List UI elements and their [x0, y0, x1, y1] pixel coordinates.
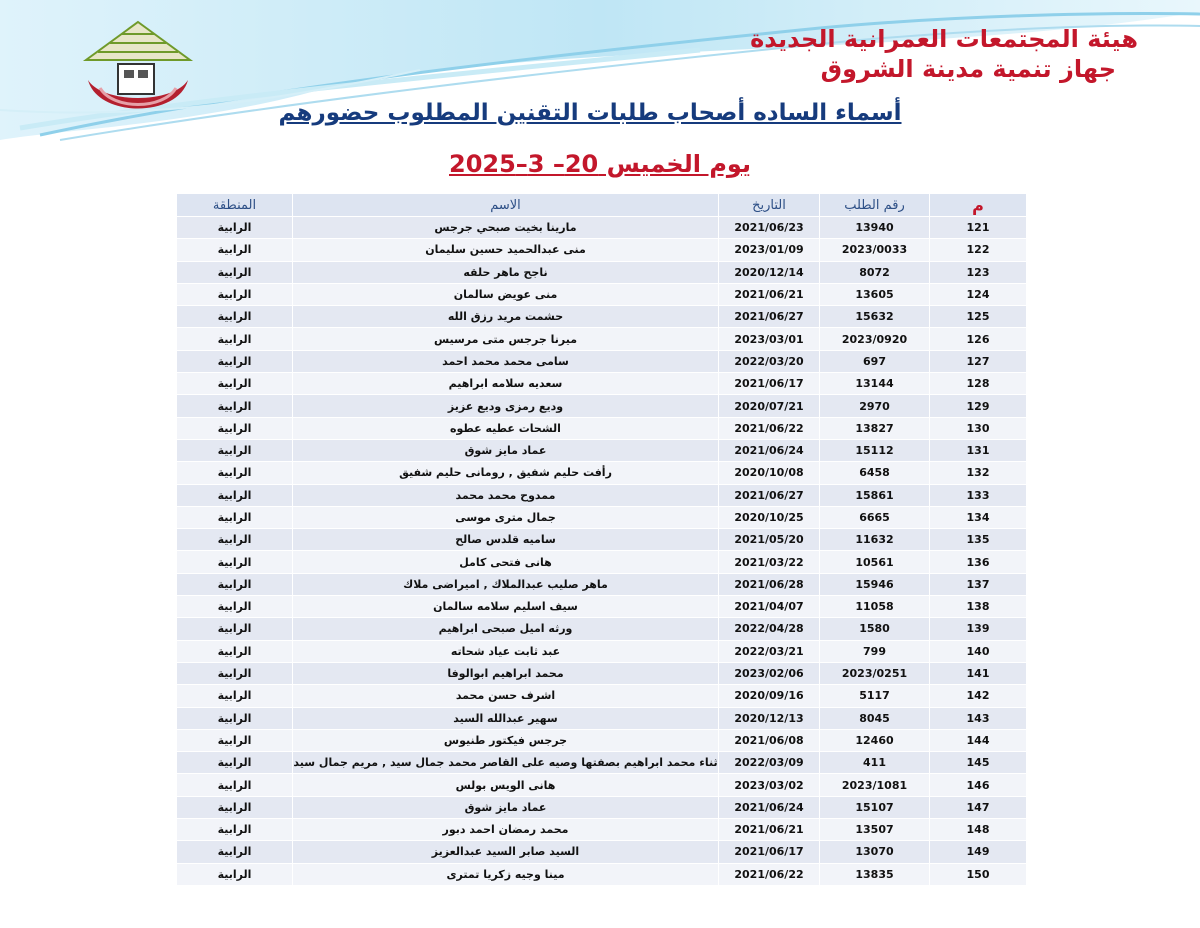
serial-cell: 122: [930, 239, 1027, 261]
request-number-cell: 11632: [820, 529, 930, 551]
name-cell: ناجح ماهر حلقه: [293, 261, 719, 283]
date-cell: 2021/04/07: [719, 596, 820, 618]
area-cell: الرابية: [177, 662, 293, 684]
serial-cell: 121: [930, 217, 1027, 239]
request-number-cell: 13144: [820, 373, 930, 395]
name-cell: اشرف حسن محمد: [293, 685, 719, 707]
table-row: [177, 841, 1027, 863]
area-cell: الرابية: [177, 863, 293, 885]
serial-cell: 145: [930, 752, 1027, 774]
table-row: [177, 729, 1027, 751]
request-number-cell: 6458: [820, 462, 930, 484]
request-number-cell: 15632: [820, 306, 930, 328]
name-cell: منى عويض سالمان: [293, 283, 719, 305]
name-cell: ساميه قلدس صالح: [293, 529, 719, 551]
request-number-cell: 411: [820, 752, 930, 774]
serial-cell: 144: [930, 729, 1027, 751]
date-cell: 2020/12/13: [719, 707, 820, 729]
date-cell: 2021/06/22: [719, 417, 820, 439]
table-row: [177, 819, 1027, 841]
name-cell: سيف اسليم سلامه سالمان: [293, 596, 719, 618]
table-row: [177, 774, 1027, 796]
date-cell: 2021/06/24: [719, 439, 820, 461]
date-cell: 2020/12/14: [719, 261, 820, 283]
date-cell: 2021/06/21: [719, 283, 820, 305]
column-header-request-number: رقم الطلب: [820, 194, 930, 217]
date-cell: 2023/01/09: [719, 239, 820, 261]
request-number-cell: 2023/0920: [820, 328, 930, 350]
request-number-cell: 13940: [820, 217, 930, 239]
area-cell: الرابية: [177, 484, 293, 506]
date-cell: 2020/07/21: [719, 395, 820, 417]
area-cell: الرابية: [177, 640, 293, 662]
name-cell: مينا وجيه زكريا تمترى: [293, 863, 719, 885]
table-row: [177, 529, 1027, 551]
table-row: [177, 328, 1027, 350]
table-row: [177, 863, 1027, 885]
table-row: [177, 283, 1027, 305]
request-number-cell: 8072: [820, 261, 930, 283]
table-row: [177, 395, 1027, 417]
serial-cell: 132: [930, 462, 1027, 484]
name-cell: الشحات عطيه عطوه: [293, 417, 719, 439]
column-header-serial: م: [930, 194, 1027, 217]
table-row: [177, 796, 1027, 818]
table-row: [177, 551, 1027, 573]
name-cell: هانى الويس بولس: [293, 774, 719, 796]
serial-cell: 124: [930, 283, 1027, 305]
date-cell: 2023/02/06: [719, 662, 820, 684]
date-cell: 2021/06/17: [719, 841, 820, 863]
serial-cell: 127: [930, 350, 1027, 372]
agency-name: جهاز تنمية مدينة الشروق: [820, 55, 1116, 83]
serial-cell: 142: [930, 685, 1027, 707]
applicants-table: [176, 193, 1027, 886]
table-row: [177, 662, 1027, 684]
area-cell: الرابية: [177, 328, 293, 350]
area-cell: الرابية: [177, 729, 293, 751]
name-cell: هانى فتحى كامل: [293, 551, 719, 573]
request-number-cell: 15861: [820, 484, 930, 506]
area-cell: الرابية: [177, 707, 293, 729]
serial-cell: 146: [930, 774, 1027, 796]
area-cell: الرابية: [177, 462, 293, 484]
table-row: [177, 217, 1027, 239]
date-cell: 2023/03/01: [719, 328, 820, 350]
table-header-row: [177, 194, 1027, 217]
date-cell: 2020/09/16: [719, 685, 820, 707]
area-cell: الرابية: [177, 239, 293, 261]
serial-cell: 137: [930, 573, 1027, 595]
request-number-cell: 12460: [820, 729, 930, 751]
column-header-name: الاسم: [293, 194, 719, 217]
date-cell: 2023/03/02: [719, 774, 820, 796]
table-row: [177, 685, 1027, 707]
table-row: [177, 506, 1027, 528]
table-row: [177, 439, 1027, 461]
request-number-cell: 15946: [820, 573, 930, 595]
request-number-cell: 2023/0251: [820, 662, 930, 684]
area-cell: الرابية: [177, 529, 293, 551]
request-number-cell: 697: [820, 350, 930, 372]
area-cell: الرابية: [177, 685, 293, 707]
authority-logo: [78, 18, 198, 128]
date-cell: 2021/06/17: [719, 373, 820, 395]
area-cell: الرابية: [177, 819, 293, 841]
request-number-cell: 13507: [820, 819, 930, 841]
date-cell: 2021/06/21: [719, 819, 820, 841]
request-number-cell: 799: [820, 640, 930, 662]
name-cell: جرجس فيكتور طنيوس: [293, 729, 719, 751]
column-header-date: التاريخ: [719, 194, 820, 217]
name-cell: ثناء محمد ابراهيم بصفتها وصيه على القاصر محمد جمال سيد , مريم جمال سيد: [293, 752, 719, 774]
table-row: [177, 373, 1027, 395]
organization-header: [750, 24, 1138, 84]
request-number-cell: 10561: [820, 551, 930, 573]
name-cell: ممدوح محمد محمد: [293, 484, 719, 506]
serial-cell: 135: [930, 529, 1027, 551]
date-cell: 2022/03/09: [719, 752, 820, 774]
name-cell: ماهر صليب عبدالملاك , اميراضى ملاك: [293, 573, 719, 595]
serial-cell: 150: [930, 863, 1027, 885]
request-number-cell: 11058: [820, 596, 930, 618]
serial-cell: 133: [930, 484, 1027, 506]
request-number-cell: 2970: [820, 395, 930, 417]
session-date: يوم الخميس 20– 3–2025: [449, 150, 751, 178]
name-cell: رأفت حليم شفيق , رومانى حليم شفيق: [293, 462, 719, 484]
area-cell: الرابية: [177, 796, 293, 818]
request-number-cell: 1580: [820, 618, 930, 640]
area-cell: الرابية: [177, 752, 293, 774]
area-cell: الرابية: [177, 306, 293, 328]
request-number-cell: 13605: [820, 283, 930, 305]
date-cell: 2021/06/28: [719, 573, 820, 595]
table-row: [177, 707, 1027, 729]
date-cell: 2021/05/20: [719, 529, 820, 551]
organization-name: هيئة المجتمعات العمرانية الجديدة: [750, 25, 1138, 53]
date-cell: 2022/03/20: [719, 350, 820, 372]
table-row: [177, 573, 1027, 595]
table-row: [177, 484, 1027, 506]
request-number-cell: 8045: [820, 707, 930, 729]
table-row: [177, 640, 1027, 662]
request-number-cell: 2023/0033: [820, 239, 930, 261]
serial-cell: 143: [930, 707, 1027, 729]
name-cell: السيد صابر السيد عبدالعزيز: [293, 841, 719, 863]
serial-cell: 123: [930, 261, 1027, 283]
date-cell: 2021/06/23: [719, 217, 820, 239]
name-cell: مارينا بخيت صبحي جرجس: [293, 217, 719, 239]
table-row: [177, 306, 1027, 328]
area-cell: الرابية: [177, 373, 293, 395]
name-cell: سعديه سلامه ابراهيم: [293, 373, 719, 395]
table-row: [177, 618, 1027, 640]
area-cell: الرابية: [177, 439, 293, 461]
name-cell: سامى محمد محمد احمد: [293, 350, 719, 372]
area-cell: الرابية: [177, 573, 293, 595]
serial-cell: 149: [930, 841, 1027, 863]
date-cell: 2022/04/28: [719, 618, 820, 640]
area-cell: الرابية: [177, 417, 293, 439]
request-number-cell: 15107: [820, 796, 930, 818]
area-cell: الرابية: [177, 774, 293, 796]
request-number-cell: 15112: [820, 439, 930, 461]
request-number-cell: 13835: [820, 863, 930, 885]
document-title: أسماء الساده أصحاب طلبات التقنين المطلوب حضورهم: [278, 100, 902, 126]
table-row: [177, 350, 1027, 372]
date-cell: 2021/06/08: [719, 729, 820, 751]
request-number-cell: 5117: [820, 685, 930, 707]
area-cell: الرابية: [177, 596, 293, 618]
area-cell: الرابية: [177, 261, 293, 283]
table-row: [177, 752, 1027, 774]
table-row: [177, 261, 1027, 283]
table-row: [177, 596, 1027, 618]
date-cell: 2021/06/27: [719, 484, 820, 506]
request-number-cell: 2023/1081: [820, 774, 930, 796]
request-number-cell: 13827: [820, 417, 930, 439]
table-row: [177, 239, 1027, 261]
name-cell: ميرنا جرجس متى مرسيس: [293, 328, 719, 350]
area-cell: الرابية: [177, 506, 293, 528]
serial-cell: 147: [930, 796, 1027, 818]
date-cell: 2021/06/27: [719, 306, 820, 328]
serial-cell: 131: [930, 439, 1027, 461]
serial-cell: 140: [930, 640, 1027, 662]
request-number-cell: 6665: [820, 506, 930, 528]
date-cell: 2021/03/22: [719, 551, 820, 573]
area-cell: الرابية: [177, 841, 293, 863]
date-cell: 2020/10/25: [719, 506, 820, 528]
area-cell: الرابية: [177, 618, 293, 640]
name-cell: منى عبدالحميد حسين سليمان: [293, 239, 719, 261]
serial-cell: 141: [930, 662, 1027, 684]
serial-cell: 129: [930, 395, 1027, 417]
serial-cell: 125: [930, 306, 1027, 328]
serial-cell: 126: [930, 328, 1027, 350]
serial-cell: 128: [930, 373, 1027, 395]
serial-cell: 136: [930, 551, 1027, 573]
area-cell: الرابية: [177, 350, 293, 372]
serial-cell: 139: [930, 618, 1027, 640]
name-cell: عماد مايز شوق: [293, 796, 719, 818]
date-cell: 2021/06/22: [719, 863, 820, 885]
name-cell: عماد مايز شوق: [293, 439, 719, 461]
name-cell: جمال مترى موسى: [293, 506, 719, 528]
area-cell: الرابية: [177, 551, 293, 573]
area-cell: الرابية: [177, 283, 293, 305]
name-cell: عبد ثابت عياد شحاته: [293, 640, 719, 662]
table-row: [177, 417, 1027, 439]
name-cell: حشمت مريد رزق الله: [293, 306, 719, 328]
name-cell: سهير عبدالله السيد: [293, 707, 719, 729]
table-row: [177, 462, 1027, 484]
serial-cell: 134: [930, 506, 1027, 528]
date-cell: 2020/10/08: [719, 462, 820, 484]
name-cell: وديع رمزى وديع عزيز: [293, 395, 719, 417]
date-cell: 2022/03/21: [719, 640, 820, 662]
area-cell: الرابية: [177, 395, 293, 417]
serial-cell: 148: [930, 819, 1027, 841]
name-cell: محمد ابراهيم ابوالوفا: [293, 662, 719, 684]
column-header-area: المنطقة: [177, 194, 293, 217]
date-cell: 2021/06/24: [719, 796, 820, 818]
serial-cell: 130: [930, 417, 1027, 439]
request-number-cell: 13070: [820, 841, 930, 863]
serial-cell: 138: [930, 596, 1027, 618]
name-cell: ورثه اميل صبحى ابراهيم: [293, 618, 719, 640]
name-cell: محمد رمضان احمد دبور: [293, 819, 719, 841]
area-cell: الرابية: [177, 217, 293, 239]
